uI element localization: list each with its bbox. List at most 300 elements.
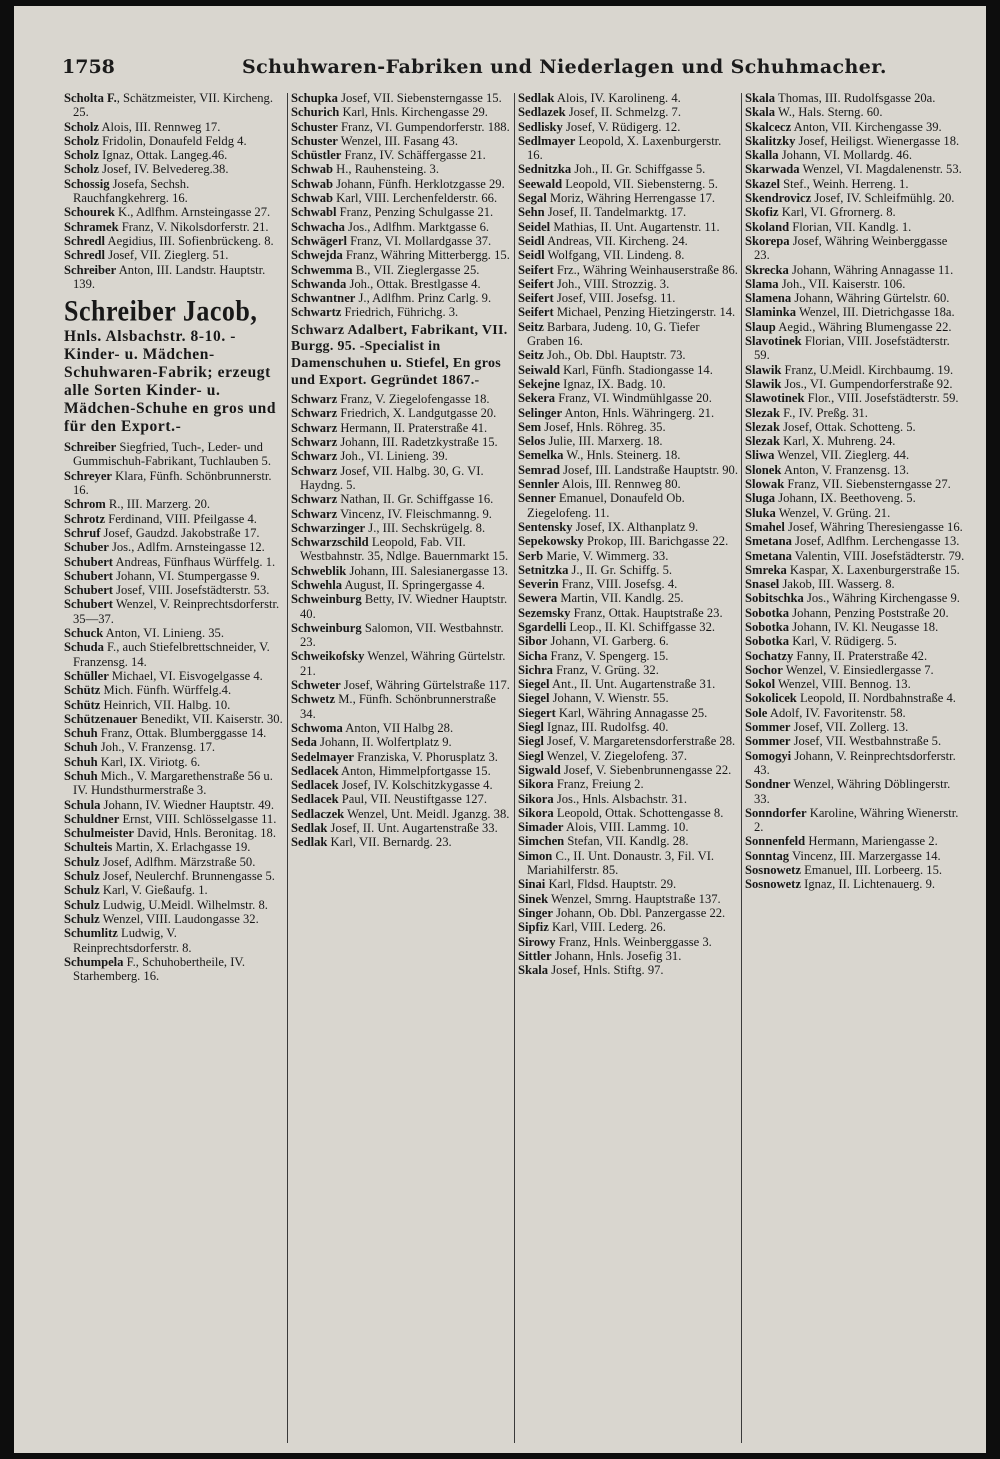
entry-details: Franz, Ottak. Blumberggasse 14. xyxy=(97,726,267,741)
entry-details: August, II. Springergasse 4. xyxy=(342,577,485,592)
directory-entry xyxy=(518,649,738,663)
directory-entry xyxy=(64,683,284,697)
entry-name: Singer xyxy=(518,905,553,920)
entry-name: Sikora xyxy=(518,777,554,792)
directory-entry xyxy=(745,734,965,748)
entry-details: F., IV. Preßg. 31. xyxy=(779,405,868,420)
entry-details: Josef, Adlfhm. Märzstraße 50. xyxy=(99,854,256,869)
directory-entry xyxy=(64,497,284,511)
entry-details: Aegidius, III. Sofienbrückeng. 8. xyxy=(105,233,274,248)
entry-name: Schwab xyxy=(291,162,333,177)
directory-entry xyxy=(518,134,738,163)
entry-name: Skendrovicz xyxy=(745,191,812,206)
directory-entry xyxy=(291,120,511,134)
entry-name: Sewera xyxy=(518,591,558,606)
entry-details: Franz, Freiung 2. xyxy=(553,777,644,792)
entry-name: Serb xyxy=(518,548,544,563)
entry-details: Johann, III. Salesianergasse 13. xyxy=(346,563,508,578)
directory-entry xyxy=(518,935,738,949)
entry-details: Florian, VIII. Josefstädterstr. 59. xyxy=(754,334,950,363)
directory-entry xyxy=(291,564,511,578)
entry-name: Sliwa xyxy=(745,448,775,463)
entry-details: F., auch Stiefelbrettschneider, V. Franzensg. 14. xyxy=(73,640,270,669)
entry-name: Seifert xyxy=(518,305,554,320)
directory-entry xyxy=(745,591,965,605)
entry-details: Franz, VI. Gumpendorferstr. 188. xyxy=(337,119,510,134)
directory-entry xyxy=(64,798,284,812)
entry-details: Wenzel, Währing Döblingerstr. 33. xyxy=(754,777,951,806)
entry-details: Wenzel, III. Dietrichgasse 18a. xyxy=(796,305,955,320)
directory-entry xyxy=(64,926,284,955)
entry-details: Johann, Fünfh. Herklotzgasse 29. xyxy=(333,176,505,191)
directory-entry xyxy=(518,877,738,891)
directory-entry xyxy=(64,234,284,248)
entry-details: Josefa, Sechsh. Rauchfangkehrerg. 16. xyxy=(73,176,190,206)
directory-entry xyxy=(64,555,284,569)
directory-entry xyxy=(291,464,511,493)
directory-entry xyxy=(518,577,738,591)
entry-details: Josef, IV. Kolschitzkygasse 4. xyxy=(338,778,493,793)
page-header xyxy=(14,46,986,86)
entry-details: Ignaz, II. Lichtenauerg. 9. xyxy=(800,877,936,892)
entry-details: Joh., VI. Linieng. 39. xyxy=(337,449,448,464)
entry-details: Martin, X. Erlachgasse 19. xyxy=(112,840,251,855)
entry-name: Schwarz xyxy=(291,463,338,478)
directory-entry xyxy=(518,220,738,234)
directory-entry xyxy=(64,740,284,754)
entry-details: , Schätzmeister, VII. Kircheng. 25. xyxy=(73,91,274,120)
entry-name: Seda xyxy=(291,735,317,750)
entry-details: Thomas, III. Rudolfsgasse 20a. xyxy=(775,91,936,105)
directory-entry xyxy=(291,764,511,778)
entry-name: Slaminka xyxy=(745,305,797,320)
entry-details: Josef, VII. Zieglerg. 51. xyxy=(105,248,229,263)
column-2 xyxy=(291,91,511,1446)
entry-name: Slama xyxy=(745,276,779,291)
directory-entry xyxy=(64,726,284,740)
entry-name: Slawik xyxy=(745,376,782,391)
entry-name: Skalcecz xyxy=(745,119,792,134)
page-number: 1758 xyxy=(62,56,115,78)
entry-details: Karl, Fldsd. Hauptstr. 29. xyxy=(545,877,677,892)
directory-entry xyxy=(291,263,511,277)
entry-name: Schulz xyxy=(64,897,100,912)
entry-name: Schwab xyxy=(291,191,333,206)
directory-entry xyxy=(64,263,284,292)
entry-name: Sonntag xyxy=(745,848,790,863)
entry-name: Sigwald xyxy=(518,762,561,777)
directory-entry xyxy=(745,691,965,705)
entry-name: Slaup xyxy=(745,319,776,334)
entry-name: Seifert xyxy=(518,291,554,306)
entry-name: Semrad xyxy=(518,462,560,477)
entry-details: Leopold, VII. Siebensterng. 5. xyxy=(562,176,718,191)
directory-entry xyxy=(291,692,511,721)
entry-details: Leopold, II. Nordbahnstraße 4. xyxy=(796,691,956,706)
entry-name: Schwetz xyxy=(291,692,336,707)
entry-details: Josef, Neulerchf. Brunnengasse 5. xyxy=(99,869,275,884)
directory-entry xyxy=(291,248,511,262)
directory-entry xyxy=(64,205,284,219)
directory-entry xyxy=(518,749,738,763)
directory-entry xyxy=(518,949,738,963)
entry-name: Schuh xyxy=(64,754,98,769)
entry-details: Betty, IV. Wiedner Hauptstr. 40. xyxy=(300,592,508,621)
entry-name: Sichra xyxy=(518,662,553,677)
entry-name: Schuber xyxy=(64,540,109,555)
entry-details: Wenzel, V. Ziegelofeng. 37. xyxy=(543,748,687,763)
entry-details: Valentin, VIII. Josefstädterstr. 79. xyxy=(791,548,965,563)
directory-entry xyxy=(64,898,284,912)
directory-entry xyxy=(518,105,738,119)
directory-entry xyxy=(745,91,965,105)
directory-entry xyxy=(64,526,284,540)
directory-entry xyxy=(291,678,511,692)
entry-name: Schubert xyxy=(64,554,113,569)
entry-name: Schramek xyxy=(64,219,119,234)
directory-entry xyxy=(291,177,511,191)
entry-name: Schulz xyxy=(64,911,100,926)
entry-details: H., Rauhensteing. 3. xyxy=(333,162,439,177)
entry-name: Slonek xyxy=(745,462,782,477)
column-4 xyxy=(745,91,965,1446)
entry-name: Schuh xyxy=(64,726,98,741)
entry-details: Ignaz, Ottak. Langeg.46. xyxy=(98,148,228,163)
directory-entry xyxy=(518,792,738,806)
entry-details: Karl, VIII. Lederg. 26. xyxy=(548,920,666,935)
entry-details: Josef, V. Margaretensdorferstraße 28. xyxy=(543,734,736,749)
entry-details: F., Schuhobertheile, IV. Starhemberg. 16. xyxy=(73,954,246,984)
directory-entry xyxy=(518,234,738,248)
entry-name: Schwarz xyxy=(291,506,338,521)
entry-name: Sobitschka xyxy=(745,591,804,606)
directory-entry xyxy=(745,334,965,363)
directory-entry xyxy=(745,205,965,219)
entry-name: Schuh xyxy=(64,768,98,783)
entry-details: Johann, IV. Wiedner Hauptstr. 49. xyxy=(100,797,274,812)
entry-name: Sedlazek xyxy=(518,105,566,120)
directory-entry xyxy=(64,597,284,626)
entry-name: Seifert xyxy=(518,262,554,277)
directory-entry xyxy=(64,512,284,526)
directory-entry xyxy=(745,563,965,577)
entry-details: Josef, III. Landstraße Hauptstr. 90. xyxy=(559,462,738,477)
entry-name: Somogyi xyxy=(745,748,792,763)
entry-details: Emanuel, III. Lorbeerg. 15. xyxy=(800,863,943,878)
entry-name: Skoland xyxy=(745,219,790,234)
directory-entry xyxy=(745,391,965,405)
entry-details: Johann, IV. Kl. Neugasse 18. xyxy=(789,619,939,634)
entry-details: Friedrich, X. Landgutgasse 20. xyxy=(337,406,497,421)
directory-entry xyxy=(745,849,965,863)
advertisement xyxy=(64,294,284,436)
entry-details: Johann, Penzing Poststraße 20. xyxy=(789,605,949,620)
entry-details: Josef, Währing Gürtelstraße 117. xyxy=(340,678,510,693)
entry-details: Ferdinand, VIII. Pfeilgasse 4. xyxy=(105,511,257,526)
directory-entry xyxy=(291,234,511,248)
directory-entry xyxy=(745,606,965,620)
entry-name: Schredl xyxy=(64,233,106,248)
directory-entry xyxy=(518,563,738,577)
directory-entry xyxy=(518,191,738,205)
entry-name: Schourek xyxy=(64,205,115,220)
entry-details: Paul, VII. Neustiftgasse 127. xyxy=(338,792,488,807)
column-divider xyxy=(514,93,515,1443)
entry-details: Franz, Währing Mitterbergg. 15. xyxy=(342,248,510,263)
entry-details: Franz, Ottak. Hauptstraße 23. xyxy=(570,605,723,620)
entry-details: Wenzel, V. Grüng. 21. xyxy=(775,505,891,520)
directory-entry xyxy=(64,826,284,840)
entry-details: Josef, Währing Weinberggasse 23. xyxy=(754,233,948,263)
directory-entry xyxy=(518,448,738,462)
entry-details: K., Adlfhm. Arnsteingasse 27. xyxy=(114,205,271,220)
directory-entry xyxy=(518,377,738,391)
entry-details: Karl, IX. Viriotg. 6. xyxy=(97,754,201,769)
directory-entry xyxy=(745,549,965,563)
entry-details: Emanuel, Donaufeld Ob. Ziegelofeng. 11. xyxy=(527,491,685,520)
entry-name: Skofiz xyxy=(745,205,779,220)
directory-entry xyxy=(64,569,284,583)
entry-name: Schredl xyxy=(64,248,106,263)
entry-details: Jos., Währing Kirchengasse 9. xyxy=(803,591,960,606)
directory-entry xyxy=(745,863,965,877)
directory-entry xyxy=(518,463,738,477)
entry-name: Semelka xyxy=(518,448,564,463)
directory-entry xyxy=(64,120,284,134)
entry-name: Selinger xyxy=(518,405,563,420)
directory-entry xyxy=(518,534,738,548)
directory-entry xyxy=(291,521,511,535)
entry-name: Schuck xyxy=(64,626,104,641)
directory-entry xyxy=(291,592,511,621)
entry-details: David, Hnls. Beronitag. 18. xyxy=(133,826,276,841)
directory-entry xyxy=(291,291,511,305)
entry-name: Sicha xyxy=(518,648,548,663)
entry-name: Sole xyxy=(745,705,768,720)
entry-details: Josef, IX. Althanplatz 9. xyxy=(572,519,699,534)
entry-details: Alois, III. Rennweg 80. xyxy=(559,477,681,492)
entry-details: Wenzel, VIII. Laudongasse 32. xyxy=(99,911,259,926)
entry-details: Josef, VII. Siebensterngasse 15. xyxy=(337,91,502,105)
entry-details: Wenzel, Smrng. Hauptstraße 137. xyxy=(548,891,721,906)
directory-entry xyxy=(745,720,965,734)
directory-entry xyxy=(518,820,738,834)
entry-name: Schwantner xyxy=(291,291,356,306)
entry-name: Seitz xyxy=(518,319,544,334)
entry-details: Ignaz, IX. Badg. 10. xyxy=(559,376,666,391)
entry-name: Sittler xyxy=(518,948,552,963)
entry-name: Schweinburg xyxy=(291,592,362,607)
entry-details: Josef, II. Unt. Augartenstraße 33. xyxy=(327,821,498,836)
entry-details: Franz, Penzing Schulgasse 21. xyxy=(336,205,494,220)
entry-name: Senner xyxy=(518,491,556,506)
entry-name: Schuh xyxy=(64,740,98,755)
entry-name: Siegl xyxy=(518,720,544,735)
directory-entry xyxy=(745,148,965,162)
entry-name: Sokol xyxy=(745,677,776,692)
entry-details: Josef, V. Rüdigerg. 12. xyxy=(562,119,681,134)
entry-name: Schweblik xyxy=(291,563,347,578)
entry-details: Michael, Penzing Hietzingerstr. 14. xyxy=(553,305,736,320)
entry-name: Slawik xyxy=(745,362,782,377)
entry-details: Josef, Gaudzd. Jakobstraße 17. xyxy=(100,525,260,540)
directory-entry xyxy=(518,720,738,734)
directory-entry xyxy=(291,621,511,650)
entry-name: Schulz xyxy=(64,854,100,869)
entry-name: Slezak xyxy=(745,405,780,420)
entry-name: Sepekowsky xyxy=(518,534,584,549)
directory-entry xyxy=(745,463,965,477)
entry-name: Sobotka xyxy=(745,619,790,634)
directory-entry xyxy=(745,134,965,148)
column-3 xyxy=(518,91,738,1446)
directory-entry xyxy=(745,506,965,520)
entry-name: Sluga xyxy=(745,491,776,506)
entry-name: Schuldner xyxy=(64,811,120,826)
entry-details: Klara, Fünfh. Schönbrunnerstr. 16. xyxy=(73,468,272,498)
entry-name: Smetana xyxy=(745,534,792,549)
entry-name: Sezemsky xyxy=(518,605,571,620)
entry-name: Seitz xyxy=(518,348,544,363)
entry-details: Johann, III. Radetzkystraße 15. xyxy=(337,435,498,450)
directory-entry xyxy=(745,291,965,305)
entry-name: Sobotka xyxy=(745,605,790,620)
entry-details: Jos., VI. Gumpendorferstraße 92. xyxy=(781,376,953,391)
directory-entry xyxy=(64,855,284,869)
directory-entry xyxy=(745,677,965,691)
entry-name: Snasel xyxy=(745,577,780,592)
entry-details: Johann, VI. Garberg. 6. xyxy=(547,634,669,649)
entry-name: Sekejne xyxy=(518,376,560,391)
entry-details: Fridolin, Donaufeld Feldg 4. xyxy=(98,133,247,148)
directory-entry xyxy=(518,406,738,420)
entry-name: Simader xyxy=(518,820,564,835)
entry-details: Karl, VI. Gfrornerg. 8. xyxy=(778,205,896,220)
entry-details: Ludwig, V. Reinprechtsdorferstr. 8. xyxy=(73,926,192,955)
entry-name: Schwarz xyxy=(291,392,338,407)
directory-entry xyxy=(518,320,738,349)
entry-details: Karl, V. Rüdigerg. 5. xyxy=(789,634,897,649)
entry-details: Franz, IV. Schäffergasse 21. xyxy=(341,148,486,163)
entry-name: Schwemma xyxy=(291,262,353,277)
directory-entry xyxy=(291,392,511,406)
entry-name: Segal xyxy=(518,191,547,206)
entry-details: Vincenz, III. Marzergasse 14. xyxy=(789,848,941,863)
entry-name: Sipfiz xyxy=(518,920,549,935)
entry-details: Karl, X. Muhreng. 24. xyxy=(779,434,896,449)
entry-details: Stef., Weinh. Herreng. 1. xyxy=(779,176,909,191)
entry-name: Skalitzky xyxy=(745,133,796,148)
directory-entry xyxy=(291,807,511,821)
entry-details: Franz, V. Ziegelofengasse 18. xyxy=(337,392,490,407)
entry-name: Sedlacek xyxy=(291,763,339,778)
entry-name: Sluka xyxy=(745,505,776,520)
entry-details: Josef, VII. Westbahnstraße 5. xyxy=(790,734,942,749)
directory-columns xyxy=(64,91,976,1446)
directory-entry xyxy=(291,205,511,219)
advertisement-body: Hnls. Alsbachstr. 8-10. -Kinder- u. Mädchen-Schuhwaren-Fabrik; erzeugt alle Sorten Kinder- u. Mädchen-Schuhe en gros und für den Export.- xyxy=(64,328,277,436)
entry-details: Heinrich, VII. Halbg. 10. xyxy=(100,697,231,712)
directory-entry xyxy=(745,577,965,591)
entry-details: Josef, VII. Halbg. 30, G. VI. Haydng. 5. xyxy=(300,463,484,492)
entry-details: Kaspar, X. Laxenburgerstraße 15. xyxy=(786,562,960,577)
entry-details: Joh., Ottak. Brestlgasse 4. xyxy=(346,276,481,291)
directory-entry xyxy=(745,263,965,277)
directory-entry xyxy=(518,706,738,720)
directory-entry xyxy=(291,91,511,105)
directory-entry xyxy=(745,234,965,263)
entry-details: J., II. Gr. Schiffg. 5. xyxy=(568,562,673,577)
directory-entry xyxy=(745,477,965,491)
entry-details: Franz, VII. Siebensterngasse 27. xyxy=(784,477,951,492)
directory-entry xyxy=(518,849,738,878)
entry-name: Scholz xyxy=(64,162,99,177)
column-divider xyxy=(741,93,742,1443)
entry-name: Skazel xyxy=(745,176,780,191)
entry-details: Anton, III. Landstr. Hauptstr. 139. xyxy=(73,262,266,291)
entry-details: W., Hals. Sterng. 60. xyxy=(775,105,883,120)
directory-entry xyxy=(745,663,965,677)
entry-name: Sondner xyxy=(745,777,791,792)
entry-name: Sirowy xyxy=(518,934,556,949)
entry-name: Skorepa xyxy=(745,233,790,248)
entry-name: Schwartz xyxy=(291,305,342,320)
entry-name: Schupka xyxy=(291,91,338,105)
entry-details: Andreas, Fünfhaus Würffelg. 1. xyxy=(112,554,276,569)
entry-name: Schulz xyxy=(64,883,100,898)
entry-details: Leopold, Fab. VII. Westbahnstr. 35, Ndlge. Bauernmarkt 15. xyxy=(300,535,509,564)
directory-entry xyxy=(291,162,511,176)
directory-entry xyxy=(64,626,284,640)
entry-details: Barbara, Judeng. 10, G. Tiefer Graben 16. xyxy=(527,319,700,349)
directory-entry xyxy=(291,821,511,835)
entry-name: Sehn xyxy=(518,205,545,220)
entry-name: Seiwald xyxy=(518,362,560,377)
directory-entry xyxy=(291,277,511,291)
entry-name: Sgardelli xyxy=(518,619,567,634)
directory-entry xyxy=(64,148,284,162)
entry-name: Schurich xyxy=(291,105,340,120)
entry-details: Joh., VIII. Strozzig. 3. xyxy=(553,276,670,291)
directory-entry xyxy=(745,305,965,319)
entry-details: J., III. Sechskrügelg. 8. xyxy=(365,520,486,535)
entry-details: C., II. Unt. Donaustr. 3, Fil. VI. Mariahilferstr. 85. xyxy=(527,848,715,878)
entry-details: Jos., Adlfhm. Marktgasse 6. xyxy=(344,219,490,234)
directory-entry xyxy=(291,148,511,162)
entry-name: Seidel xyxy=(518,219,551,234)
entry-name: Sedlak xyxy=(291,821,328,836)
entry-details: Josef, Hnls. Röhreg. 35. xyxy=(541,419,666,434)
entry-details: W., Hnls. Steinerg. 18. xyxy=(563,448,681,463)
directory-entry xyxy=(745,406,965,420)
entry-name: Sennler xyxy=(518,477,560,492)
entry-details: Ernst, VIII. Schlösselgasse 11. xyxy=(119,811,277,826)
entry-details: Wenzel, VI. Magdalenenstr. 53. xyxy=(799,162,962,177)
directory-entry xyxy=(64,869,284,883)
entry-details: Friedrich, Führichg. 3. xyxy=(341,305,459,320)
column-divider xyxy=(287,93,288,1443)
entry-details: Franz, Hnls. Weinberggasse 3. xyxy=(555,934,712,949)
entry-details: Josef, II. Tandelmarktg. 17. xyxy=(544,205,687,220)
directory-entry xyxy=(64,840,284,854)
entry-name: Siegel xyxy=(518,691,550,706)
entry-details: Johann, Währing Gürtelstr. 60. xyxy=(791,291,950,306)
entry-details: Johann, Ob. Dbl. Panzergasse 22. xyxy=(552,905,726,920)
entry-details: Josef, Währing Theresiengasse 16. xyxy=(784,519,963,534)
entry-details: Johann, Hnls. Josefig 31. xyxy=(551,948,682,963)
directory-entry xyxy=(745,220,965,234)
directory-entry xyxy=(291,835,511,849)
